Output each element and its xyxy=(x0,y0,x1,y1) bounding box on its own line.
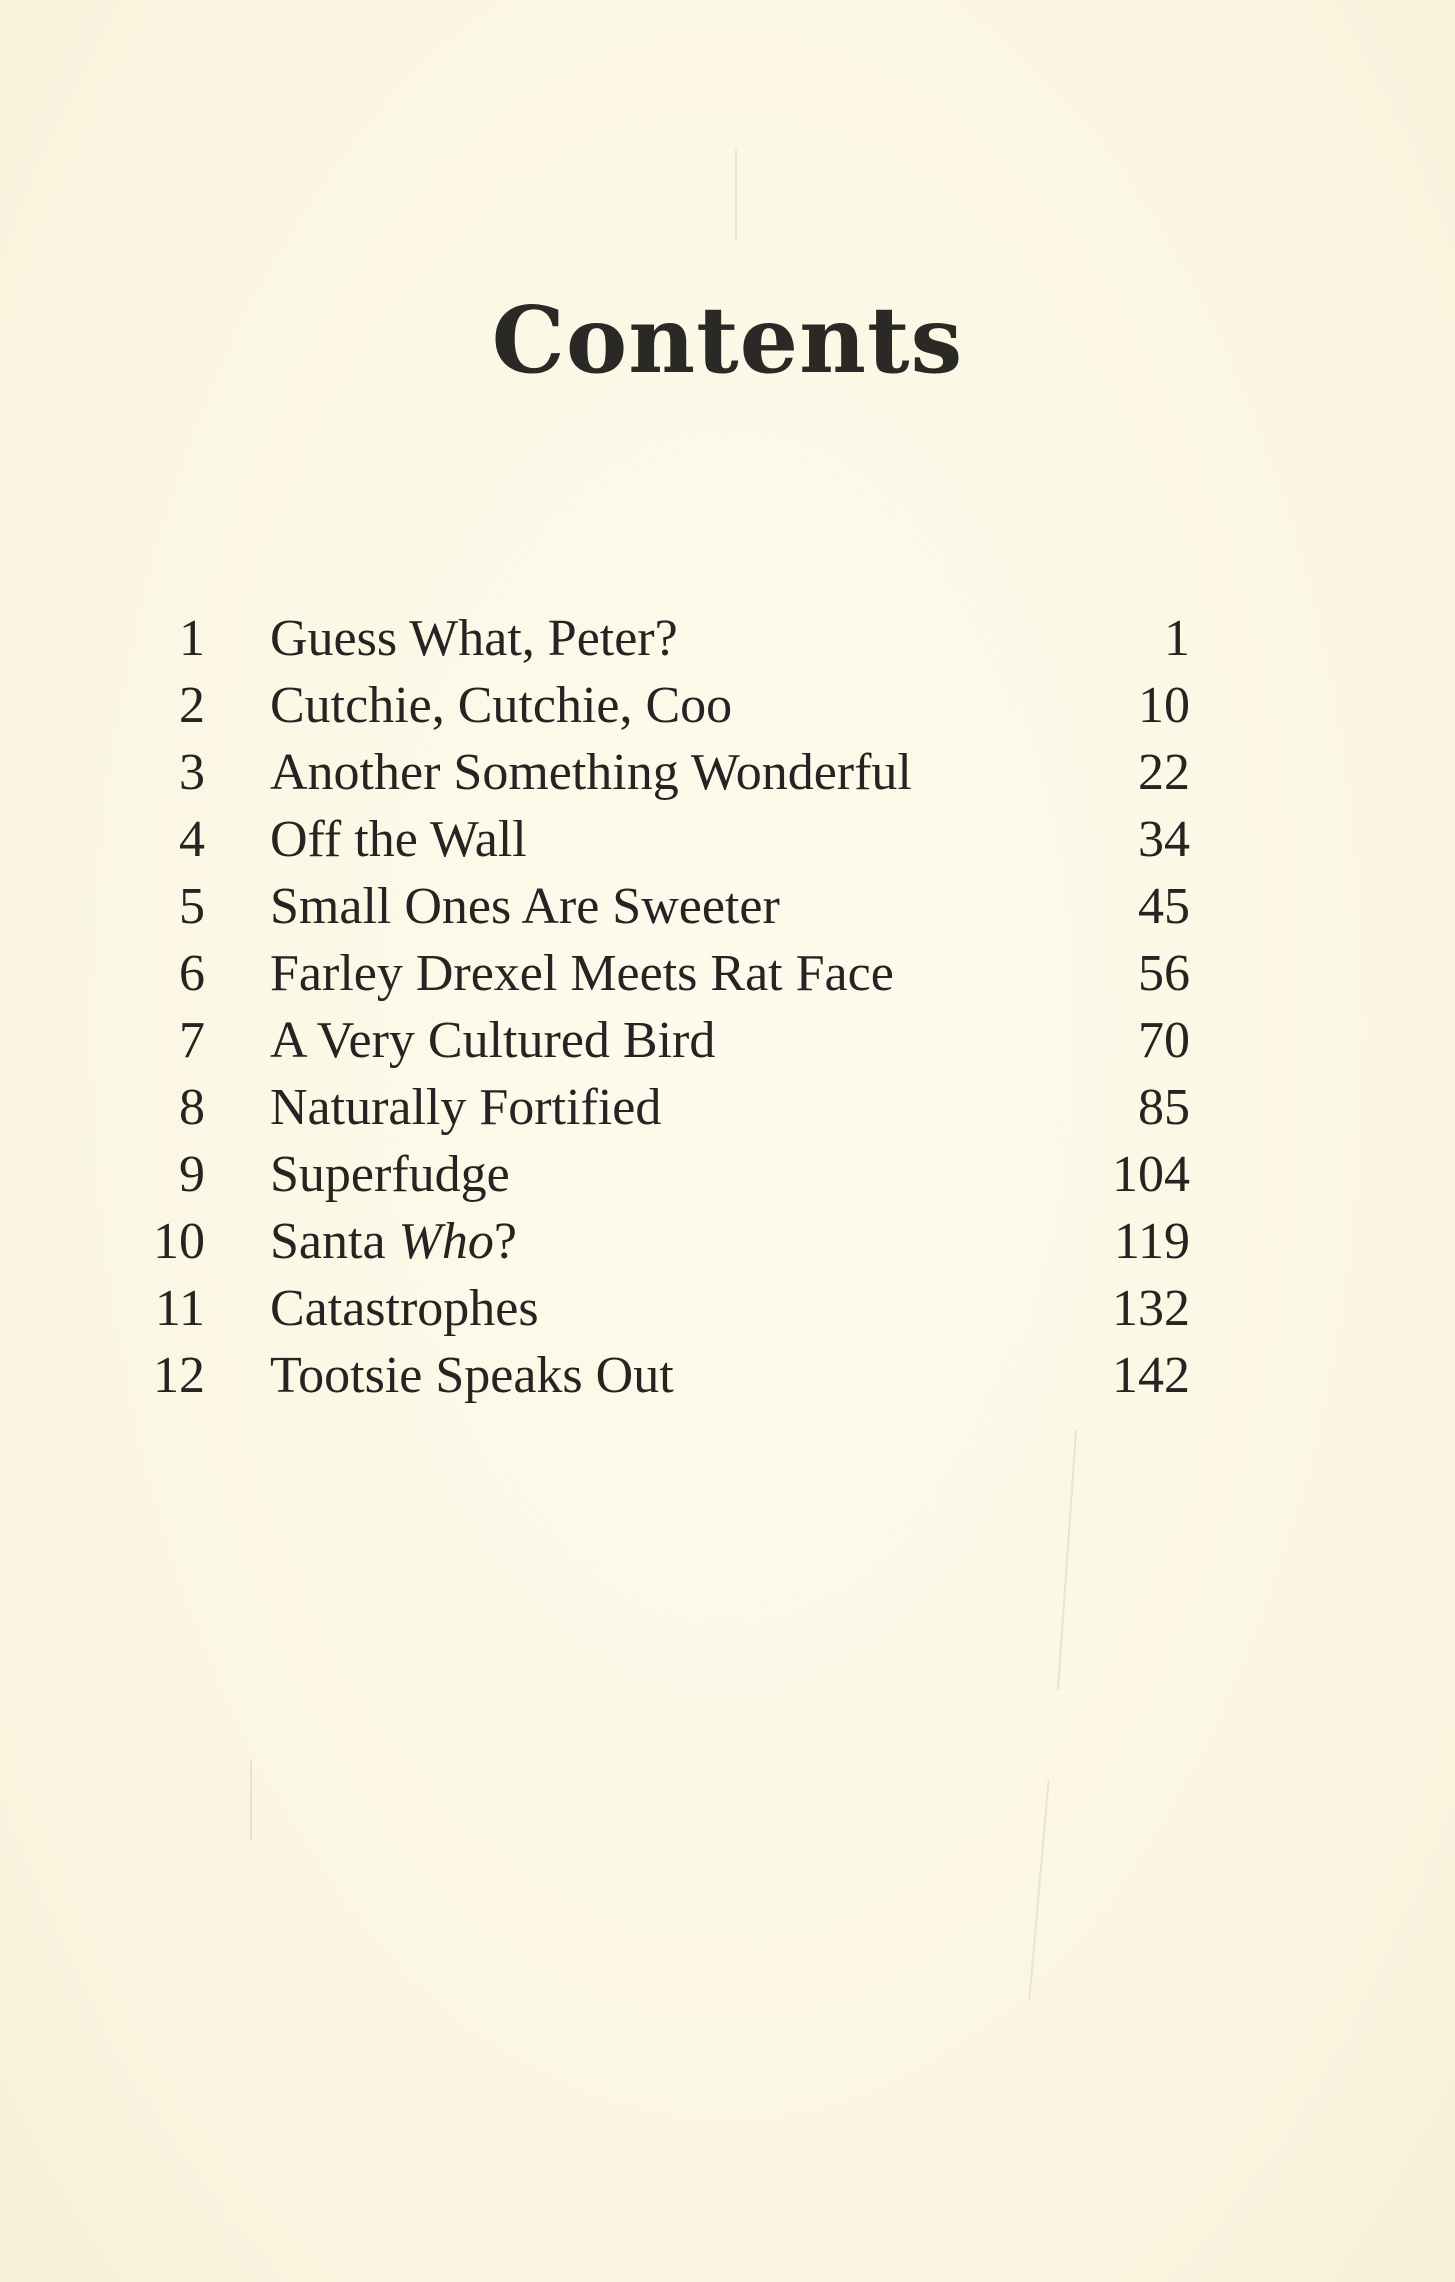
page-number: 45 xyxy=(1138,878,1190,935)
chapter-title-text: Naturally Fortified xyxy=(270,1079,662,1136)
chapter-number: 9 xyxy=(179,1146,205,1203)
page-number: 1 xyxy=(1164,610,1190,667)
chapter-title xyxy=(270,739,912,806)
chapter-title-text: A Very Cultured Bird xyxy=(270,1012,716,1069)
chapter-number: 3 xyxy=(179,744,205,801)
chapter-number: 4 xyxy=(179,811,205,868)
page-number: 85 xyxy=(1138,1079,1190,1136)
chapter-number: 12 xyxy=(153,1347,205,1404)
page-number: 10 xyxy=(1138,677,1190,734)
toc-entry xyxy=(0,739,1455,806)
chapter-title-text: Tootsie Speaks Out xyxy=(270,1347,674,1404)
page-number: 56 xyxy=(1138,945,1190,1002)
scan-mark xyxy=(1057,1430,1077,1690)
page-number: 119 xyxy=(1113,1213,1190,1270)
page-number: 104 xyxy=(1112,1146,1190,1203)
chapter-number: 1 xyxy=(179,610,205,667)
chapter-title xyxy=(270,605,678,672)
toc-entry xyxy=(0,1342,1455,1409)
chapter-number: 10 xyxy=(153,1213,205,1270)
chapter-title-text: Off the Wall xyxy=(270,811,527,868)
chapter-title-text: Farley Drexel Meets Rat Face xyxy=(270,945,894,1002)
scan-mark xyxy=(735,150,737,240)
chapter-title-text: Small Ones Are Sweeter xyxy=(270,878,780,935)
toc-entry xyxy=(0,1208,1455,1275)
chapter-title-text: Another Something Wonderful xyxy=(270,744,912,801)
chapter-title xyxy=(270,940,894,1007)
chapter-number: 5 xyxy=(179,878,205,935)
chapter-title-text: Catastrophes xyxy=(270,1280,539,1337)
page-number: 142 xyxy=(1112,1347,1190,1404)
page-number: 22 xyxy=(1138,744,1190,801)
toc-entry xyxy=(0,1275,1455,1342)
toc-entry xyxy=(0,672,1455,739)
toc-entry xyxy=(0,1007,1455,1074)
chapter-number: 2 xyxy=(179,677,205,734)
toc-entry xyxy=(0,806,1455,873)
chapter-title-text: Cutchie, Cutchie, Coo xyxy=(270,677,733,734)
chapter-title-text: Santa xyxy=(270,1213,399,1270)
chapter-title xyxy=(270,1141,510,1208)
chapter-number: 11 xyxy=(154,1280,205,1337)
chapter-title xyxy=(270,1342,674,1409)
chapter-title xyxy=(270,1074,661,1141)
chapter-title xyxy=(270,806,527,873)
page-title: Contents xyxy=(491,285,964,394)
toc-entry xyxy=(0,1074,1455,1141)
chapter-title-text: Superfudge xyxy=(270,1146,510,1203)
chapter-title xyxy=(270,1007,715,1074)
page-number: 70 xyxy=(1138,1012,1190,1069)
toc-entry xyxy=(0,1141,1455,1208)
chapter-title-text: Guess What, Peter? xyxy=(270,610,678,667)
chapter-title xyxy=(270,873,780,940)
chapter-title-italic: Who xyxy=(398,1213,494,1270)
chapter-number: 8 xyxy=(179,1079,205,1136)
page-number: 34 xyxy=(1138,811,1190,868)
table-of-contents xyxy=(0,605,1455,1409)
chapter-number: 6 xyxy=(179,945,205,1002)
toc-entry xyxy=(0,605,1455,672)
chapter-title-suffix: ? xyxy=(493,1213,517,1270)
toc-entry xyxy=(0,940,1455,1007)
scan-mark xyxy=(1028,1780,1049,1999)
scan-mark xyxy=(250,1760,252,1840)
chapter-title xyxy=(270,672,732,739)
chapter-title xyxy=(270,1208,517,1275)
chapter-title xyxy=(270,1275,539,1342)
toc-entry xyxy=(0,873,1455,940)
page-number: 132 xyxy=(1112,1280,1190,1337)
chapter-number: 7 xyxy=(179,1012,205,1069)
